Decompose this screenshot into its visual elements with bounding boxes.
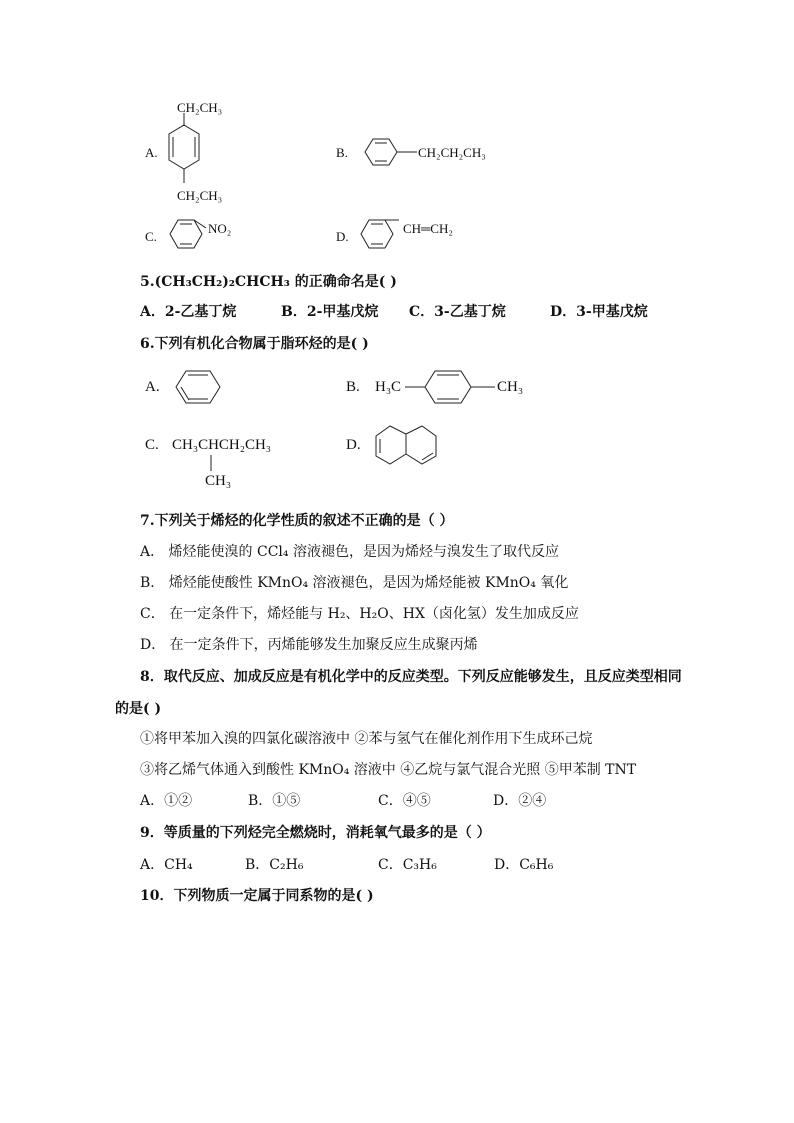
q9-option-d[interactable]: D．C₆H₆ [494, 857, 554, 873]
q9-option-a[interactable]: A．CH₄ [140, 857, 193, 873]
q7-option-b[interactable]: B． 烯烃能使酸性 KMnO₄ 溶液褪色，是因为烯烃能被 KMnO₄ 氧化 [140, 575, 569, 591]
q6-b-label[interactable]: B. [346, 379, 360, 395]
q9-stem: 9．等质量的下列烃完全燃烧时，消耗氧气最多的是（ ） [140, 825, 491, 841]
q8-option-c[interactable]: C．④⑤ [378, 793, 431, 809]
q7-option-c[interactable]: C． 在一定条件下，烯烃能与 H₂、H₂O、HX（卤化氢）发生加成反应 [140, 606, 579, 622]
q4-c-substituent: NO₂ [208, 221, 232, 236]
q8-stem-line2: 的是( ) [115, 701, 162, 717]
q4-a-bottom-substituent: CH₂CH₃ [177, 188, 223, 203]
q8-option-d[interactable]: D．②④ [493, 793, 547, 809]
q8-items-line1: ①将甲苯加入溴的四氯化碳溶液中 ②苯与氢气在催化剂作用下生成环己烷 [140, 731, 593, 747]
q4-b-label: B. [336, 145, 348, 160]
q5-option-a[interactable]: A．2-乙基丁烷 [140, 304, 237, 320]
q5-option-b[interactable]: B．2-甲基戊烷 [281, 304, 379, 320]
q6-a-label[interactable]: A. [145, 379, 160, 395]
q4-d-substituent: CH═CH₂ [403, 221, 453, 236]
q6-a-benzene-ring [172, 368, 232, 408]
q6-c-branch-bond [208, 455, 218, 475]
q4-a-top-substituent: CH₂CH₃ [177, 100, 223, 115]
q6-b-left-group: H₃C [375, 379, 402, 395]
q8-option-b[interactable]: B．①⑤ [248, 793, 301, 809]
q10-stem: 10．下列物质一定属于同系物的是( ) [140, 888, 374, 904]
q6-stem: 6.下列有机化合物属于脂环烃的是( ) [140, 336, 369, 352]
q4-b-substituent: CH₂CH₂CH₃ [418, 145, 486, 160]
q8-option-a[interactable]: A．①② [140, 793, 193, 809]
q6-b-right-group: CH₃ [497, 379, 524, 395]
q7-option-d[interactable]: D． 在一定条件下，丙烯能够发生加聚反应生成聚丙烯 [140, 637, 478, 653]
q7-option-a[interactable]: A． 烯烃能使溴的 CCl₄ 溶液褪色，是因为烯烃与溴发生了取代反应 [140, 544, 559, 560]
q6-c-branch: CH₃ [205, 473, 232, 489]
q6-d-bicyclic-ring [370, 418, 460, 478]
q5-stem: 5.(CH₃CH₂)₂CHCH₃ 的正确命名是( ) [140, 274, 397, 290]
q4-d-label: D. [336, 229, 349, 244]
q5-option-d[interactable]: D．3-甲基戊烷 [550, 304, 648, 320]
q4-c-label: C. [145, 229, 157, 244]
q6-b-benzene-ring [405, 368, 505, 408]
q4-a-benzene-ring [165, 113, 205, 193]
q4-b-benzene-ring [355, 137, 425, 177]
q6-c-label[interactable]: C. [145, 437, 159, 453]
q8-items-line2: ③将乙烯气体通入到酸性 KMnO₄ 溶液中 ④乙烷与氯气混合光照 ⑤甲苯制 TNT [140, 762, 637, 778]
q5-option-c[interactable]: C．3-乙基丁烷 [409, 304, 506, 320]
q9-option-c[interactable]: C．C₃H₆ [378, 857, 437, 873]
q9-option-b[interactable]: B．C₂H₆ [245, 857, 304, 873]
q4-a-label: A. [145, 145, 158, 160]
q8-stem-line1: 8．取代反应、加成反应是有机化学中的反应类型。下列反应能够发生，且反应类型相同 [140, 669, 682, 685]
q7-stem: 7.下列关于烯烃的化学性质的叙述不正确的是（ ） [140, 513, 454, 529]
q6-c-main-chain: CH₃CHCH₂CH₃ [172, 437, 272, 453]
q6-d-label[interactable]: D. [346, 437, 361, 453]
